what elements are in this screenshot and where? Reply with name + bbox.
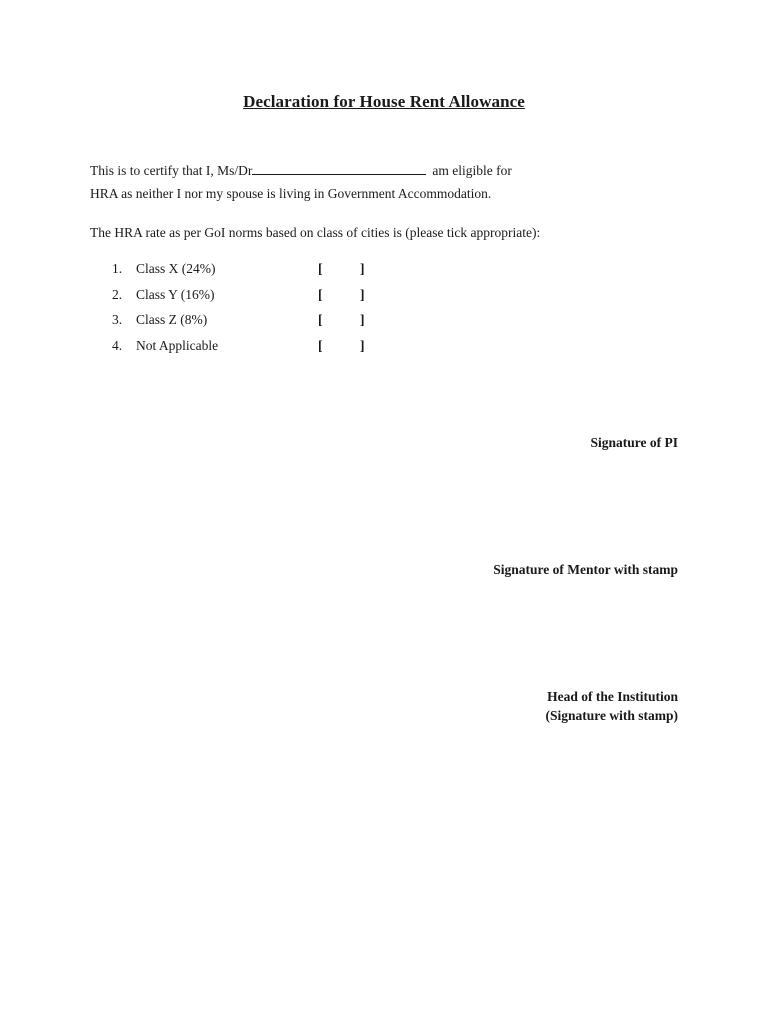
tick-box-open[interactable]: [ <box>318 261 323 276</box>
option-number: 4. <box>112 337 123 353</box>
tick-box-close[interactable]: ] <box>360 261 365 276</box>
option-item <box>0 337 768 363</box>
head-subtitle: (Signature with stamp) <box>545 708 678 723</box>
certify-prefix: This is to certify that I, Ms/Dr <box>90 163 253 178</box>
tick-box-close[interactable]: ] <box>360 312 365 327</box>
option-number: 3. <box>112 312 123 327</box>
option-item <box>0 260 768 286</box>
tick-box-open[interactable]: [ <box>318 286 323 302</box>
tick-box-open[interactable]: [ <box>318 312 323 327</box>
certify-line <box>90 161 512 179</box>
tick-box-close[interactable]: ] <box>360 286 365 302</box>
option-number: 1. <box>112 261 123 276</box>
option-number: 2. <box>112 286 123 302</box>
option-item <box>0 311 768 337</box>
options-list <box>0 260 768 362</box>
certify-line-2: HRA as neither I nor my spouse is living in Government Accommodation. <box>90 186 492 201</box>
head-title: Head of the Institution <box>547 689 678 704</box>
option-label: Class Z (8%) <box>136 312 208 327</box>
option-label: Class Y (16%) <box>136 286 215 302</box>
signature-mentor-label: Signature of Mentor with stamp <box>493 562 678 577</box>
name-blank-field[interactable] <box>252 161 426 175</box>
rate-intro: The HRA rate as per GoI norms based on class of cities is (please tick appropriate): <box>90 225 541 240</box>
certify-suffix: am eligible for <box>432 163 512 178</box>
tick-box-open[interactable]: [ <box>318 337 323 353</box>
head-of-institution-block <box>545 687 678 725</box>
option-label: Not Applicable <box>136 337 219 353</box>
option-label: Class X (24%) <box>136 261 216 276</box>
tick-box-close[interactable]: ] <box>360 337 365 353</box>
signature-pi-label: Signature of PI <box>590 435 678 450</box>
option-item <box>0 286 768 312</box>
document-title: Declaration for House Rent Allowance <box>243 92 525 111</box>
